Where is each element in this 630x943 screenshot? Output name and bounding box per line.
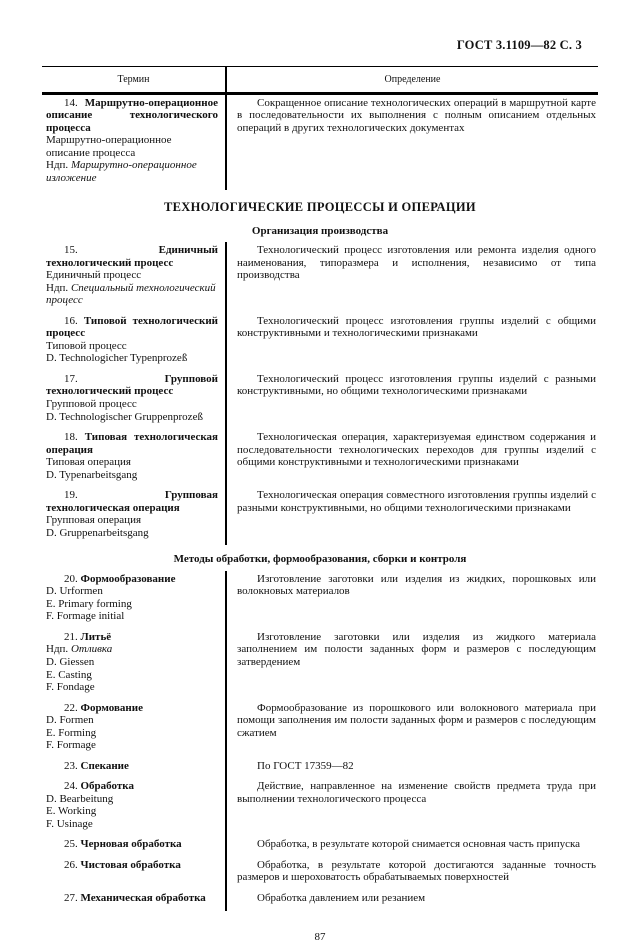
term-line: F. Formage initial [46,610,125,623]
terms-table [42,66,598,910]
term-cell [42,700,227,758]
definition-text: Технологическая операция, характеризуемая единством содержания и последовательности технологических переходов для группы изделий с общими конструктивными и технологическими признаками [237,431,596,469]
term-line: Единичный процесс [46,269,142,282]
term-line: Типовая операция [46,456,131,469]
term-line: 18. Типовая технологическая операция [46,431,218,456]
term-cell [42,857,227,890]
definition-text: Изготовление заготовки или изделия из жидкого материала заполнением им полости заданных форм и размеров с последующим затвердением [237,630,596,669]
definition-cell [227,700,598,758]
definition-text: По ГОСТ 17359—82 [257,759,354,772]
definition-cell [227,629,598,700]
term-cell [42,778,227,836]
definition-cell [227,890,598,911]
definition-cell [227,857,598,890]
term-number: 21. [64,630,81,643]
definition-text: Обработка, в результате которой снимается основная часть припуска [257,838,581,851]
term-number: 25. [64,838,81,851]
term-line: D. Giessen [46,656,95,669]
term-cell [42,890,227,911]
term-line: 17. Групповой технологический процесс [46,372,218,398]
column-header-term: Термин [42,67,227,91]
term-line: 15. Единичный технологический процесс [46,244,218,269]
table-row [42,778,598,836]
table-row [42,700,598,758]
term-line: Ндп. Отливка [46,643,113,656]
term-line: 22. Формование [64,701,143,714]
definition-text: Обработка, в результате которой достигаются заданные точность размеров и шероховатость обрабатываемых поверхностей [237,858,596,884]
term-line: F. Fondage [46,681,95,694]
term-cell [42,487,227,545]
definition-text: Изготовление заготовки или изделия из жидких, порошковых или волокновых материалов [237,572,596,598]
term-line: Групповой процесс [46,397,137,410]
term-line: F. Usinage [46,817,93,830]
page-number: 87 [314,930,326,943]
term-line: E. Working [46,805,97,818]
term-number: 17. [64,372,165,385]
table-row [42,758,598,779]
definition-text: Действие, направленное на изменение свойств предмета труда при выполнении технологического процесса [237,780,596,805]
table-row [42,371,598,429]
term-line: 19. Групповая технологическая операция [46,489,218,514]
table-row [42,429,598,487]
term-line: 27. Механическая обработка [64,891,206,904]
table-row [42,857,598,890]
definition-cell [227,571,598,629]
term-number: 27. [64,891,81,904]
term-number: 15. [64,244,159,257]
term-line: D. Technologischer Gruppenprozeß [46,410,203,423]
term-line: D. Technologicher Typenprozeß [46,352,188,365]
section-heading: ТЕХНОЛОГИЧЕСКИЕ ПРОЦЕССЫ И ОПЕРАЦИИ [164,200,476,215]
term-line: D. Formen [46,714,94,727]
table-row [42,95,598,191]
term-cell [42,629,227,700]
term-line: Типовой процесс [46,339,127,352]
term-line: D. Urformen [46,585,103,598]
term-cell [42,571,227,629]
table-row [42,890,598,911]
term-line: 20. Формообразование [64,572,176,585]
section-heading: Организация производства [251,224,389,237]
term-line: D. Gruppenarbeitsgang [46,526,149,539]
section-heading: Методы обработки, формообразования, сборки и контроля [173,553,467,566]
definition-text: Формообразование из порошкового или волокнового материала при помощи заполнения им полости заданных форм и размеров с последующим сжатием [237,701,596,739]
definition-text: Технологический процесс изготовления группы изделий с разными конструктивными, но общими технологическими признаками [237,372,596,398]
term-line: 26. Чистовая обработка [64,858,181,871]
term-number: 24. [64,780,81,793]
term-cell [42,758,227,779]
term-line: Групповая операция [46,514,142,527]
definition-cell [227,313,598,371]
definition-text: Технологическая операция совместного изготовления группы изделий с разными конструктивными, но общими технологическими признаками [237,489,596,514]
term-number: 14. [64,96,85,109]
definition-cell [227,429,598,487]
table-row [42,313,598,371]
term-line: Маршрутно-операционное описание процесса [46,134,172,159]
definition-text: Сокращенное описание технологических операций в маршрутной карте в последовательности их выполнения с полным описанием отдельных операций в других технологических документах [237,96,596,134]
term-line: Ндп. Маршрутно-операционное изложение [46,159,197,184]
definition-cell [227,836,598,857]
term-line: 21. Литьё [64,630,112,643]
term-number: 20. [64,572,81,585]
table-row [42,629,598,700]
term-line: 16. Типовой технологический процесс [46,314,219,340]
definition-cell [227,778,598,836]
term-line: 23. Спекание [64,759,129,772]
definition-text: Технологический процесс изготовления группы изделий с общими конструктивными и технологическими признаками [237,314,596,340]
term-line: E. Primary forming [46,597,132,610]
table-row [42,242,598,313]
term-number: 22. [64,701,81,714]
definition-text: Технологический процесс изготовления или ремонта изделия одного наименования, типоразмера и исполнения, независимо от типа производства [237,244,596,282]
term-number: 26. [64,858,81,871]
term-line: D. Typenarbeitsgang [46,468,138,481]
definition-cell [227,758,598,779]
definition-cell [227,242,598,313]
term-line: 24. Обработка [64,780,134,793]
term-line: D. Bearbeitung [46,792,114,805]
document-standard-number: ГОСТ 3.1109—82 С. 3 [456,38,582,52]
term-line: F. Formage [46,739,96,752]
table-row [42,571,598,629]
term-line: 14. Маршрутно-операционное описание технологического процесса [46,96,218,134]
term-cell [42,371,227,429]
term-cell [42,242,227,313]
term-cell [42,836,227,857]
definition-cell [227,487,598,545]
definition-cell [227,95,598,191]
column-header-definition: Определение [384,74,441,86]
term-number: 18. [64,431,85,444]
term-number: 19. [64,489,165,502]
table-rows [42,95,598,911]
table-row [42,487,598,545]
definition-cell [227,371,598,429]
table-header-row [42,67,598,94]
term-line: E. Forming [46,726,97,739]
term-cell [42,313,227,371]
term-line: 25. Черновая обработка [64,838,182,851]
term-number: 16. [64,314,84,327]
table-row [42,836,598,857]
term-line: Ндп. Специальный технологический процесс [46,281,216,307]
term-cell [42,429,227,487]
term-cell [42,95,227,191]
definition-text: Обработка давлением или резанием [257,891,426,904]
term-number: 23. [64,759,81,772]
term-line: E. Casting [46,668,92,681]
